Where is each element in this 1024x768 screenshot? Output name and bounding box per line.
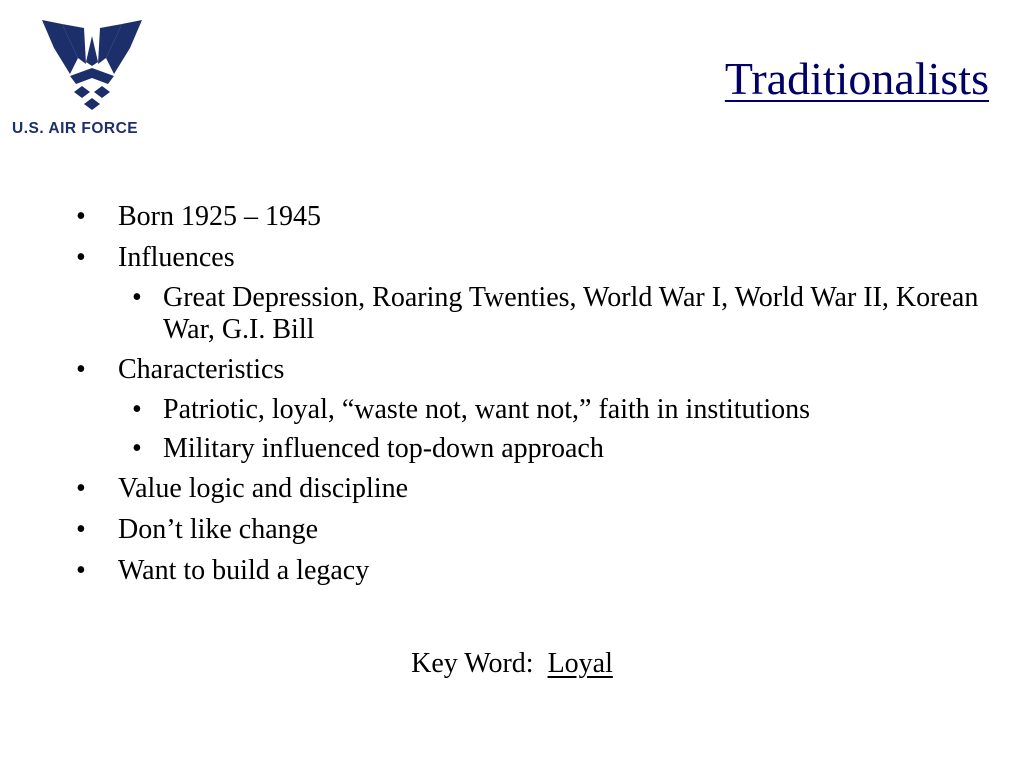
slide-title: Traditionalists [724, 53, 989, 104]
key-word-line [0, 648, 1024, 680]
sub-bullet-item [72, 282, 992, 346]
us-air-force-symbol-icon [40, 14, 144, 114]
sub-bullet-text: Patriotic, loyal, “waste not, want not,” faith in institutions [163, 394, 811, 425]
bullet-item [72, 554, 992, 588]
bullet-item [72, 241, 992, 275]
bullet-text: Want to build a legacy [118, 555, 370, 586]
bullet-item [72, 200, 992, 234]
key-word-value: Loyal [547, 648, 613, 679]
bullet-text: Value logic and discipline [118, 473, 409, 504]
bullet-text: Don’t like change [118, 514, 319, 545]
bullet-item [72, 513, 992, 547]
bullet-list [72, 200, 992, 595]
bullet-dot: • [76, 514, 86, 545]
bullet-text: Influences [118, 242, 235, 273]
logo-text: U.S. AIR FORCE [12, 120, 139, 137]
sub-bullet-text: Great Depression, Roaring Twenties, World War I, World War II, Korean War, G.I. Bill [163, 282, 979, 345]
bullet-dot: • [76, 354, 86, 385]
sub-bullet-item [72, 433, 992, 465]
bullet-text: Born 1925 – 1945 [118, 201, 321, 232]
key-word-label: Key Word: [411, 648, 534, 679]
bullet-item [72, 472, 992, 506]
bullet-dot: • [132, 433, 142, 464]
bullet-dot: • [76, 473, 86, 504]
sub-bullet-text: Military influenced top-down approach [163, 433, 604, 464]
bullet-text: Characteristics [118, 354, 285, 385]
bullet-dot: • [76, 201, 86, 232]
bullet-item [72, 353, 992, 387]
bullet-dot: • [76, 242, 86, 273]
sub-bullet-item [72, 394, 992, 426]
bullet-dot: • [132, 394, 142, 425]
bullet-dot: • [132, 282, 142, 313]
bullet-dot: • [76, 555, 86, 586]
us-air-force-logo [12, 14, 172, 142]
